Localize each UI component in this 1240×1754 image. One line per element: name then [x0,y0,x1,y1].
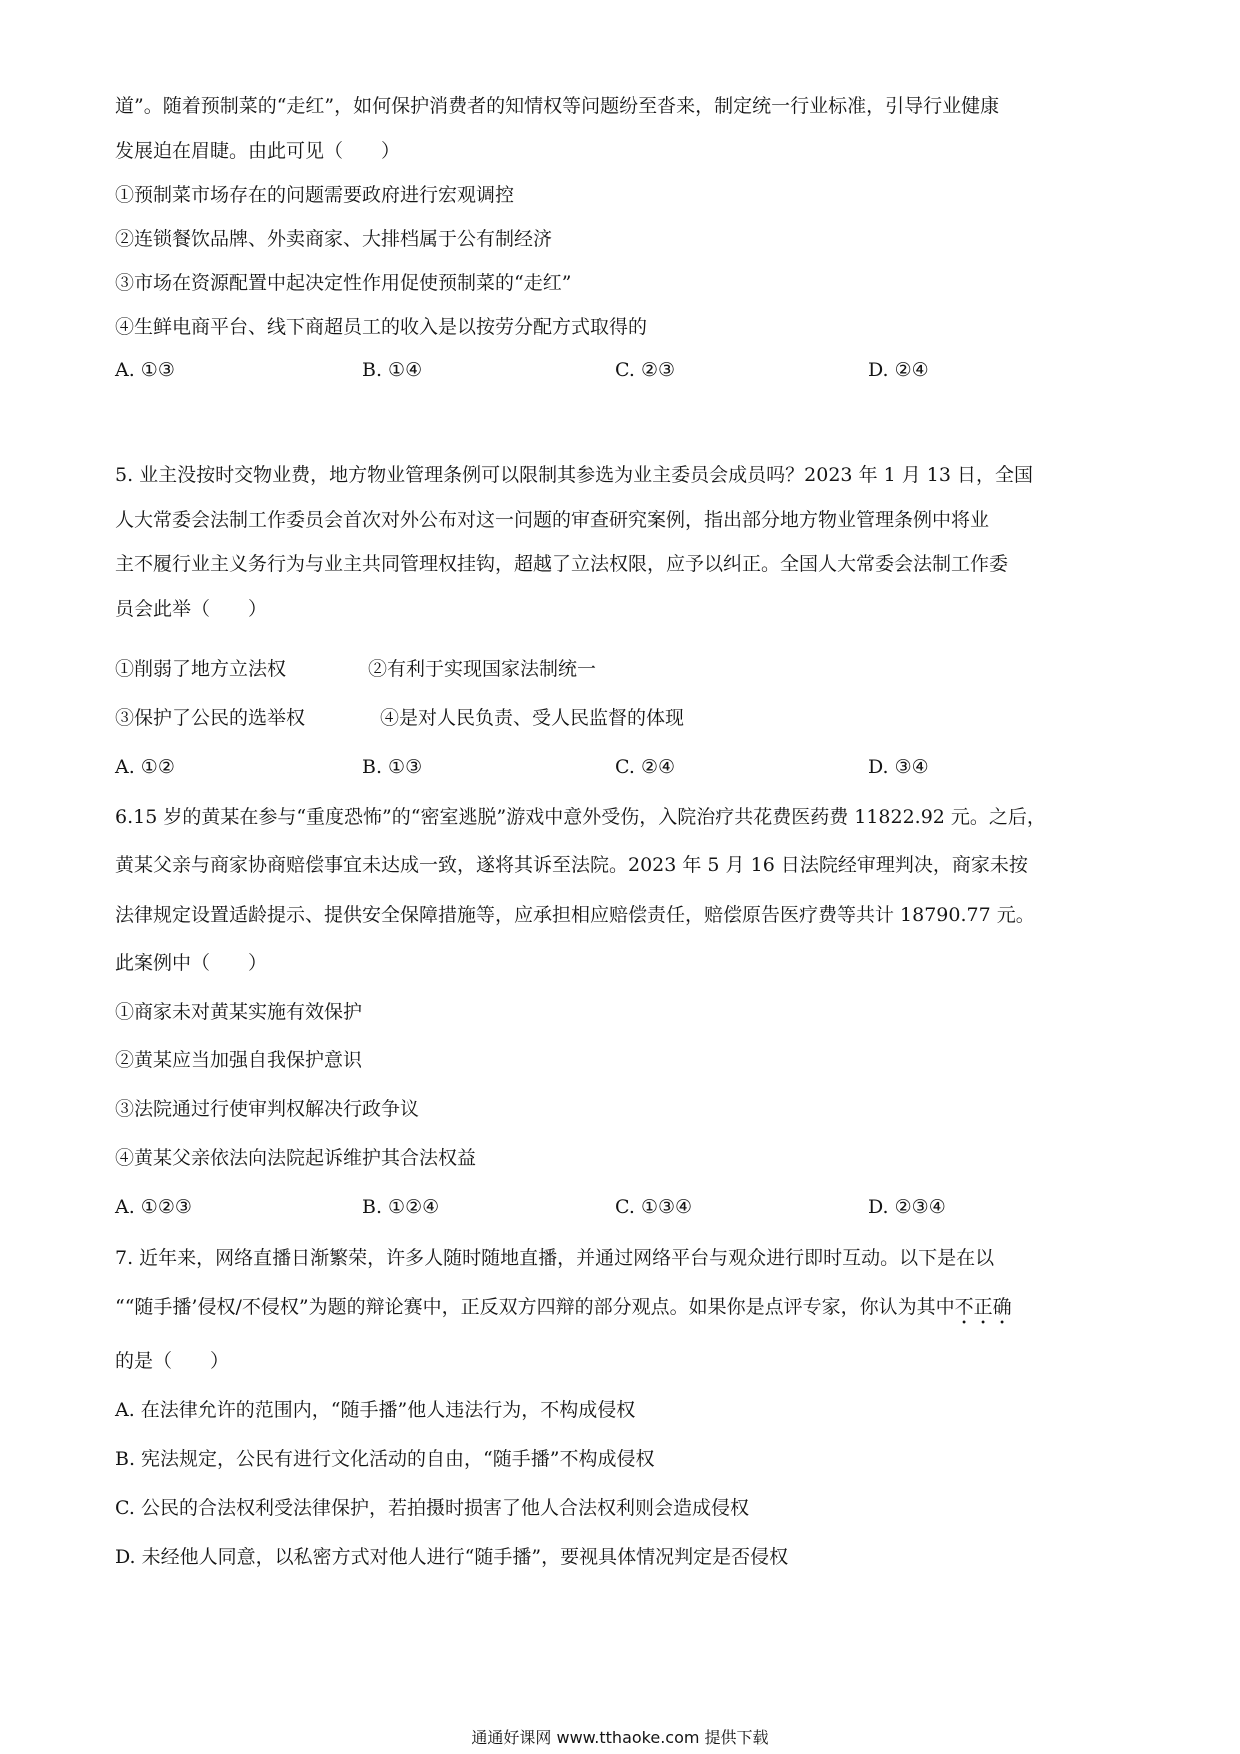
q4-option-b: B. ①④ [362,359,423,381]
q7-option-d: D. 未经他人同意，以私密方式对他人进行“随手播”，要视具体情况判定是否侵权 [115,1546,789,1568]
q6-option-c: C. ①③④ [615,1196,693,1218]
q7-emphasis-not-correct: 不正确 [954,1296,1012,1318]
q7-option-b: B. 宪法规定，公民有进行文化活动的自由，“随手播”不构成侵权 [115,1448,655,1470]
q7-stem-line-2-text: ““随手播’侵权/不侵权”为题的辩论赛中，正反双方四辩的部分观点。如果你是点评专家，你认为其中 [115,1296,955,1318]
q6-option-a: A. ①②③ [115,1196,192,1218]
q5-option-b: B. ①③ [362,756,423,778]
q6-item-3: ③法院通过行使审判权解决行政争议 [115,1098,420,1120]
q4-item-1: ①预制菜市场存在的问题需要政府进行宏观调控 [115,184,515,206]
q6-option-b: B. ①②④ [362,1196,440,1218]
q4-item-3: ③市场在资源配置中起决定性作用促使预制菜的“走红” [115,272,572,294]
q6-stem-line-2: 黄某父亲与商家协商赔偿事宜未达成一致，遂将其诉至法院。2023 年 5 月 16 日法院经审理判决，商家未按 [115,854,1028,876]
q5-option-c: C. ②④ [615,756,676,778]
q5-stem-line-4: 员会此举（ ） [115,598,268,620]
q4-stem-line-2: 发展迫在眉睫。由此可见（ ） [115,140,401,162]
q5-stem-line-2: 人大常委会法制工作委员会首次对外公布对这一问题的审查研究案例，指出部分地方物业管理条例中将业 [115,509,990,531]
q5-item-2: ②有利于实现国家法制统一 [368,658,597,680]
q7-stem-line-1: 7. 近年来，网络直播日渐繁荣，许多人随时随地直播，并通过网络平台与观众进行即时互动。以下是在以 [115,1247,995,1269]
q5-item-4: ④是对人民负责、受人民监督的体现 [380,707,685,729]
q6-stem-line-4: 此案例中（ ） [115,952,268,974]
q7-stem-line-2 [115,1295,1012,1329]
q4-item-2: ②连锁餐饮品牌、外卖商家、大排档属于公有制经济 [115,228,553,250]
q4-option-d: D. ②④ [868,359,929,381]
q5-stem-line-3: 主不履行业主义务行为与业主共同管理权挂钩，超越了立法权限，应予以纠正。全国人大常委会法制工作委 [115,553,1009,575]
page-footer: 通通好课网 www.tthaoke.com 提供下载 [471,1728,769,1747]
q4-option-c: C. ②③ [615,359,676,381]
q5-option-d: D. ③④ [868,756,929,778]
q4-item-4: ④生鲜电商平台、线下商超员工的收入是以按劳分配方式取得的 [115,316,648,338]
q7-option-c: C. 公民的合法权利受法律保护，若拍摄时损害了他人合法权利则会造成侵权 [115,1497,749,1519]
q6-stem-line-1: 6.15 岁的黄某在参与“重度恐怖”的“密室逃脱”游戏中意外受伤，入院治疗共花费医药费 11822.92 元。之后， [115,806,1046,828]
q6-item-1: ①商家未对黄某实施有效保护 [115,1001,363,1023]
q6-item-4: ④黄某父亲依法向法院起诉维护其合法权益 [115,1147,477,1169]
q6-option-d: D. ②③④ [868,1196,946,1218]
q4-stem-line-1: 道”。随着预制菜的“走红”，如何保护消费者的知情权等问题纷至沓来，制定统一行业标准，引导行业健康 [115,95,1000,117]
q7-option-a: A. 在法律允许的范围内，“随手播”他人违法行为，不构成侵权 [115,1399,636,1421]
q5-item-3: ③保护了公民的选举权 [115,707,306,729]
q4-option-a: A. ①③ [115,359,175,381]
q7-stem-line-3: 的是（ ） [115,1350,230,1372]
q5-stem-line-1: 5. 业主没按时交物业费，地方物业管理条例可以限制其参选为业主委员会成员吗？2023 年 1 月 13 日，全国 [115,464,1033,486]
q5-item-1: ①削弱了地方立法权 [115,658,287,680]
q6-item-2: ②黄某应当加强自我保护意识 [115,1049,363,1071]
q6-stem-line-3: 法律规定设置适龄提示、提供安全保障措施等，应承担相应赔偿责任，赔偿原告医疗费等共计 18790.77 元。 [115,904,1035,926]
q5-option-a: A. ①② [115,756,175,778]
